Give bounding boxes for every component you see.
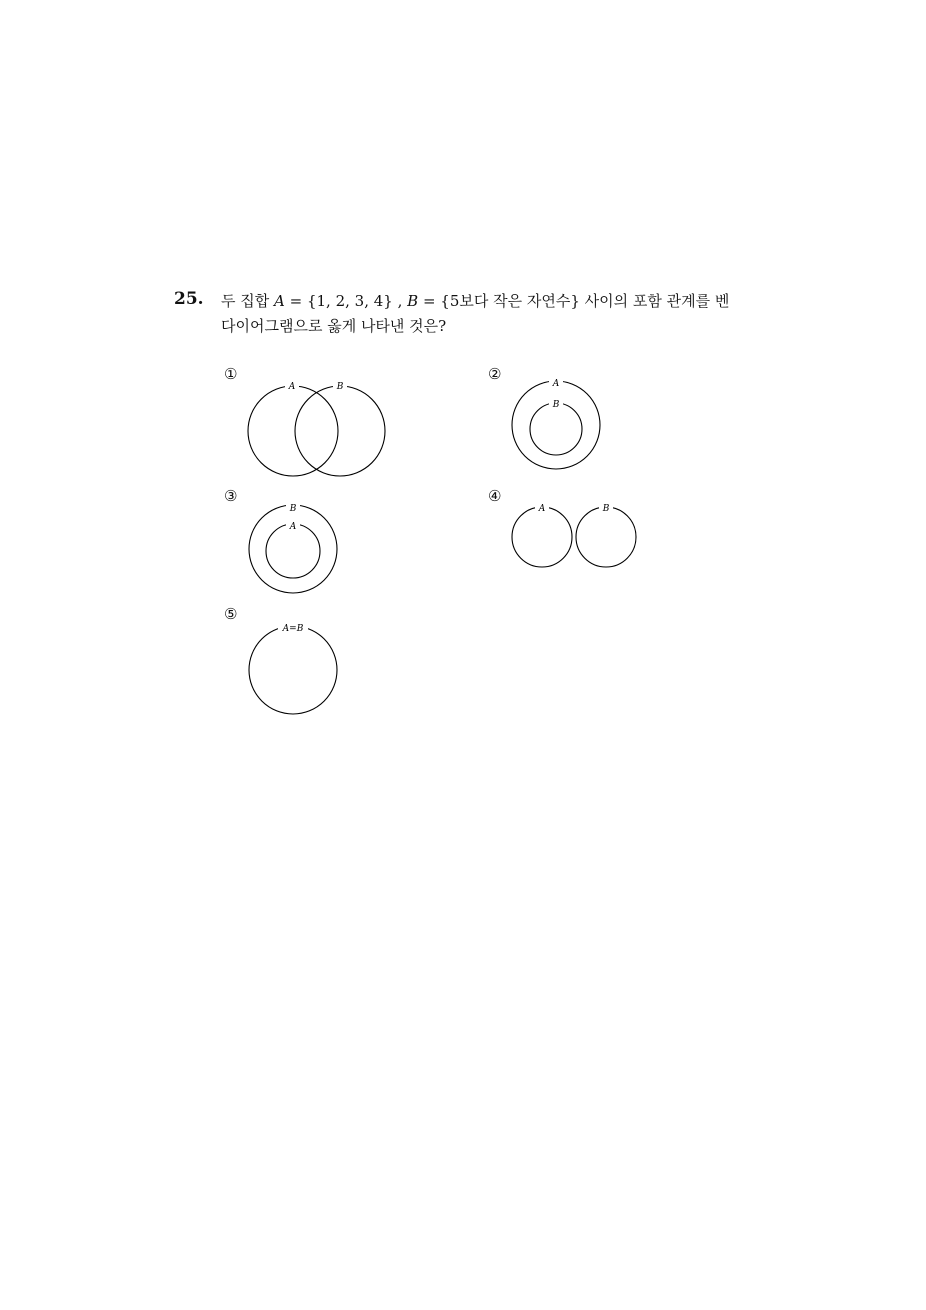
question-intro: 두 집합 xyxy=(221,292,275,310)
set-b-label: B xyxy=(552,400,560,410)
choice-5-venn-diagram xyxy=(242,618,352,728)
question-number: 25. xyxy=(174,289,204,309)
set-a-equals-b-label: A=B xyxy=(282,624,304,634)
choice-2-venn-diagram xyxy=(505,375,615,485)
choice-4-number: ④ xyxy=(488,487,502,505)
set-a-circle xyxy=(512,381,600,469)
set-b-circle xyxy=(295,386,385,476)
set-a-label: A xyxy=(552,379,560,389)
set-b-circle xyxy=(249,505,337,593)
set-b-variable: B xyxy=(407,292,419,310)
choice-1-venn-diagram xyxy=(240,375,400,485)
set-b-definition: = {5보다 작은 자연수} 사이의 포함 관계를 벤 xyxy=(418,292,730,310)
set-a-equals-b-circle xyxy=(249,626,337,714)
set-a-label: A xyxy=(538,504,546,514)
set-a-circle xyxy=(266,524,320,578)
set-b-label: B xyxy=(602,504,610,514)
set-b-label: B xyxy=(336,382,344,392)
set-a-label: A xyxy=(289,522,297,532)
choice-5-number: ⑤ xyxy=(224,605,238,623)
set-b-circle xyxy=(530,403,582,455)
choice-3-number: ③ xyxy=(224,487,238,505)
set-a-variable: A xyxy=(274,292,285,310)
choice-2-number: ② xyxy=(488,365,502,383)
set-a-label: A xyxy=(288,382,296,392)
choice-3-venn-diagram xyxy=(242,498,352,608)
set-a-definition: = {1, 2, 3, 4} , xyxy=(284,292,408,310)
question-line-2: 다이어그램으로 옳게 나타낸 것은? xyxy=(221,317,447,335)
set-a-circle xyxy=(512,507,572,567)
set-b-circle xyxy=(576,507,636,567)
set-b-label: B xyxy=(289,504,297,514)
choice-1-number: ① xyxy=(224,365,238,383)
question-line-1 xyxy=(221,289,761,314)
choice-4-venn-diagram xyxy=(505,500,645,575)
set-a-circle xyxy=(248,386,338,476)
question-text xyxy=(221,289,761,339)
